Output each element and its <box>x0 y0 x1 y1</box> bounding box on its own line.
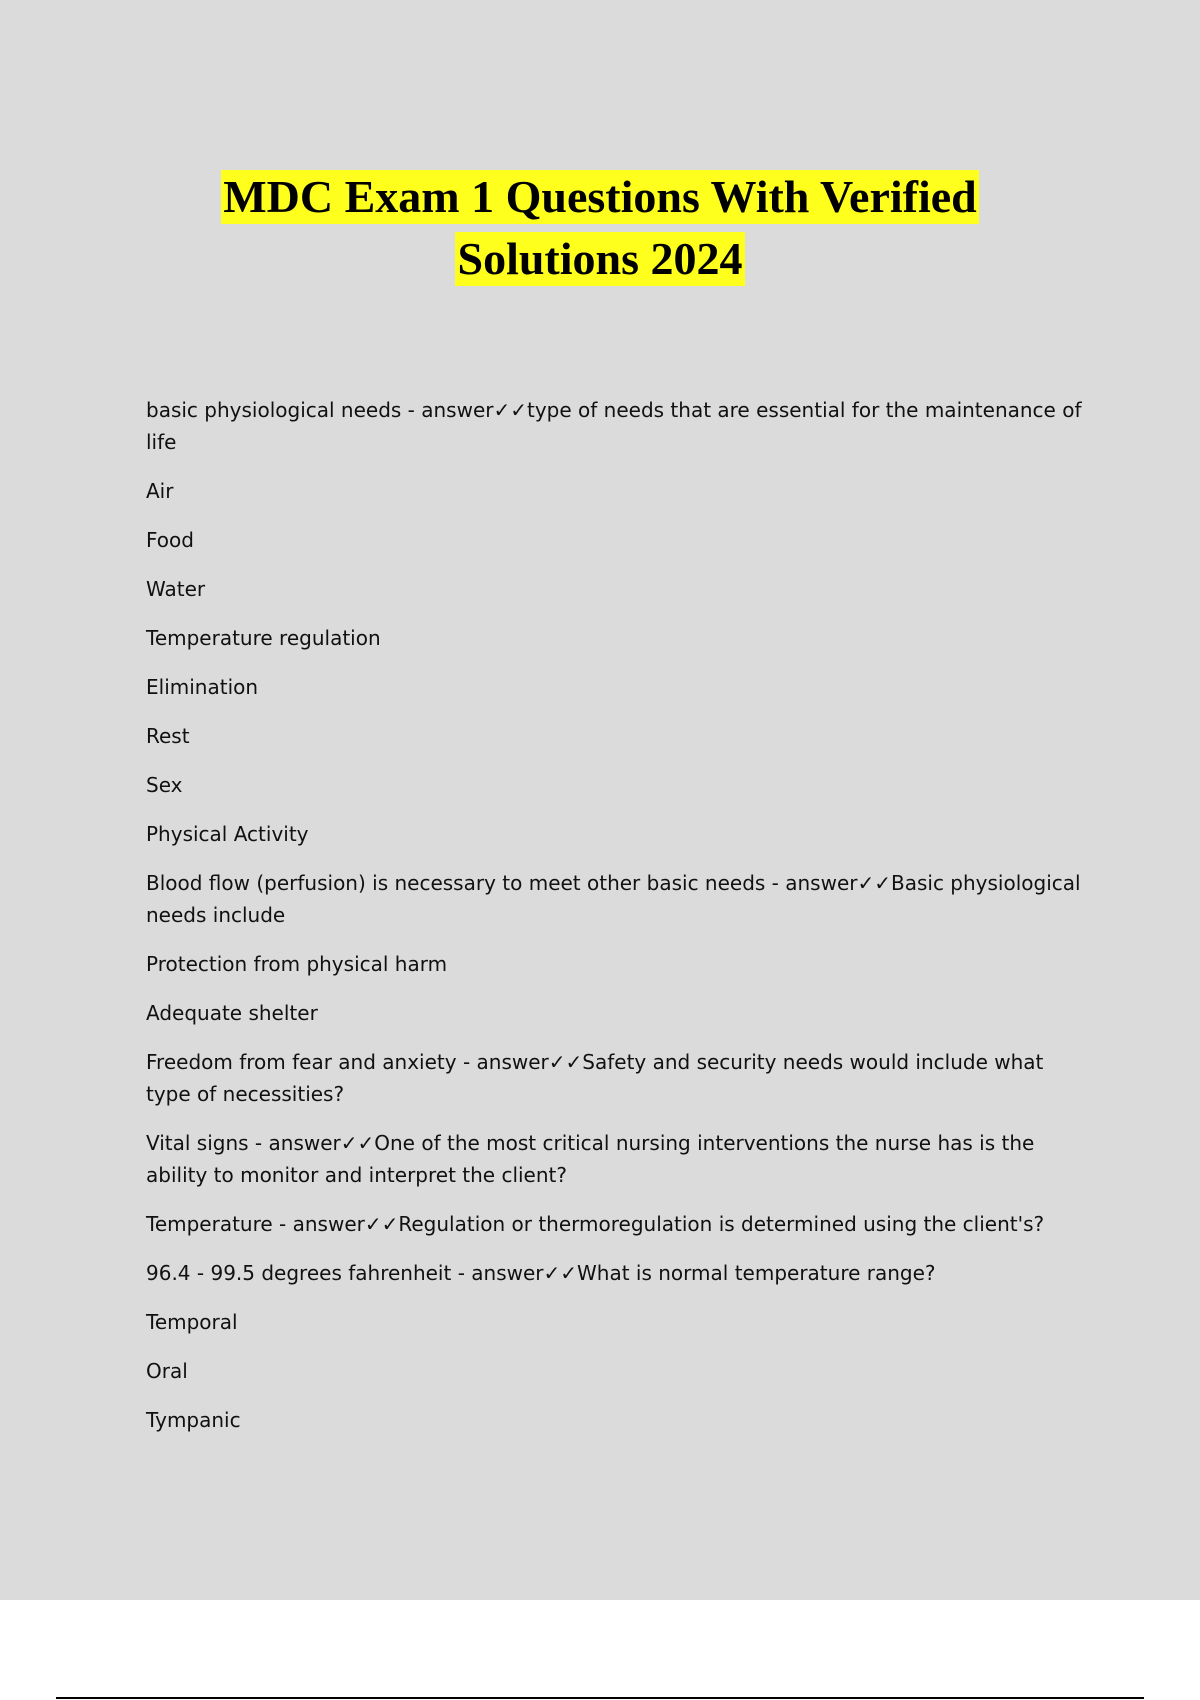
body-line: Vital signs - answer✓✓One of the most critical nursing interventions the nurse has is the ability to monitor and interpret the client? <box>146 1131 1035 1187</box>
body-line: Temporal <box>146 1310 238 1334</box>
body-line: Elimination <box>146 675 259 699</box>
body-line: Tympanic <box>146 1408 241 1432</box>
footer-divider <box>56 1697 1144 1699</box>
title-line-1: MDC Exam 1 Questions With Verified <box>223 171 977 222</box>
body-line: Water <box>146 577 206 601</box>
body-line: Freedom from fear and anxiety - answer✓✓Safety and security needs would include what type of necessities? <box>146 1050 1044 1106</box>
title-line-2: Solutions 2024 <box>457 233 743 284</box>
body-line: Physical Activity <box>146 822 309 846</box>
page-title <box>0 170 1200 294</box>
body-line: Protection from physical harm <box>146 952 448 976</box>
body-line: Adequate shelter <box>146 1001 318 1025</box>
body-line: Temperature - answer✓✓Regulation or thermoregulation is determined using the client's? <box>146 1212 1045 1236</box>
document-body <box>146 394 1086 1453</box>
body-line: Oral <box>146 1359 188 1383</box>
body-line: 96.4 - 99.5 degrees fahrenheit - answer✓✓What is normal temperature range? <box>146 1261 936 1285</box>
body-line: Sex <box>146 773 183 797</box>
body-line: Air <box>146 479 174 503</box>
page-footer <box>0 1600 1200 1700</box>
body-line: Rest <box>146 724 190 748</box>
body-line: Food <box>146 528 194 552</box>
body-line: basic physiological needs - answer✓✓type of needs that are essential for the maintenance of life <box>146 398 1082 454</box>
body-line: Temperature regulation <box>146 626 381 650</box>
body-line: Blood flow (perfusion) is necessary to meet other basic needs - answer✓✓Basic physiological needs include <box>146 871 1081 927</box>
